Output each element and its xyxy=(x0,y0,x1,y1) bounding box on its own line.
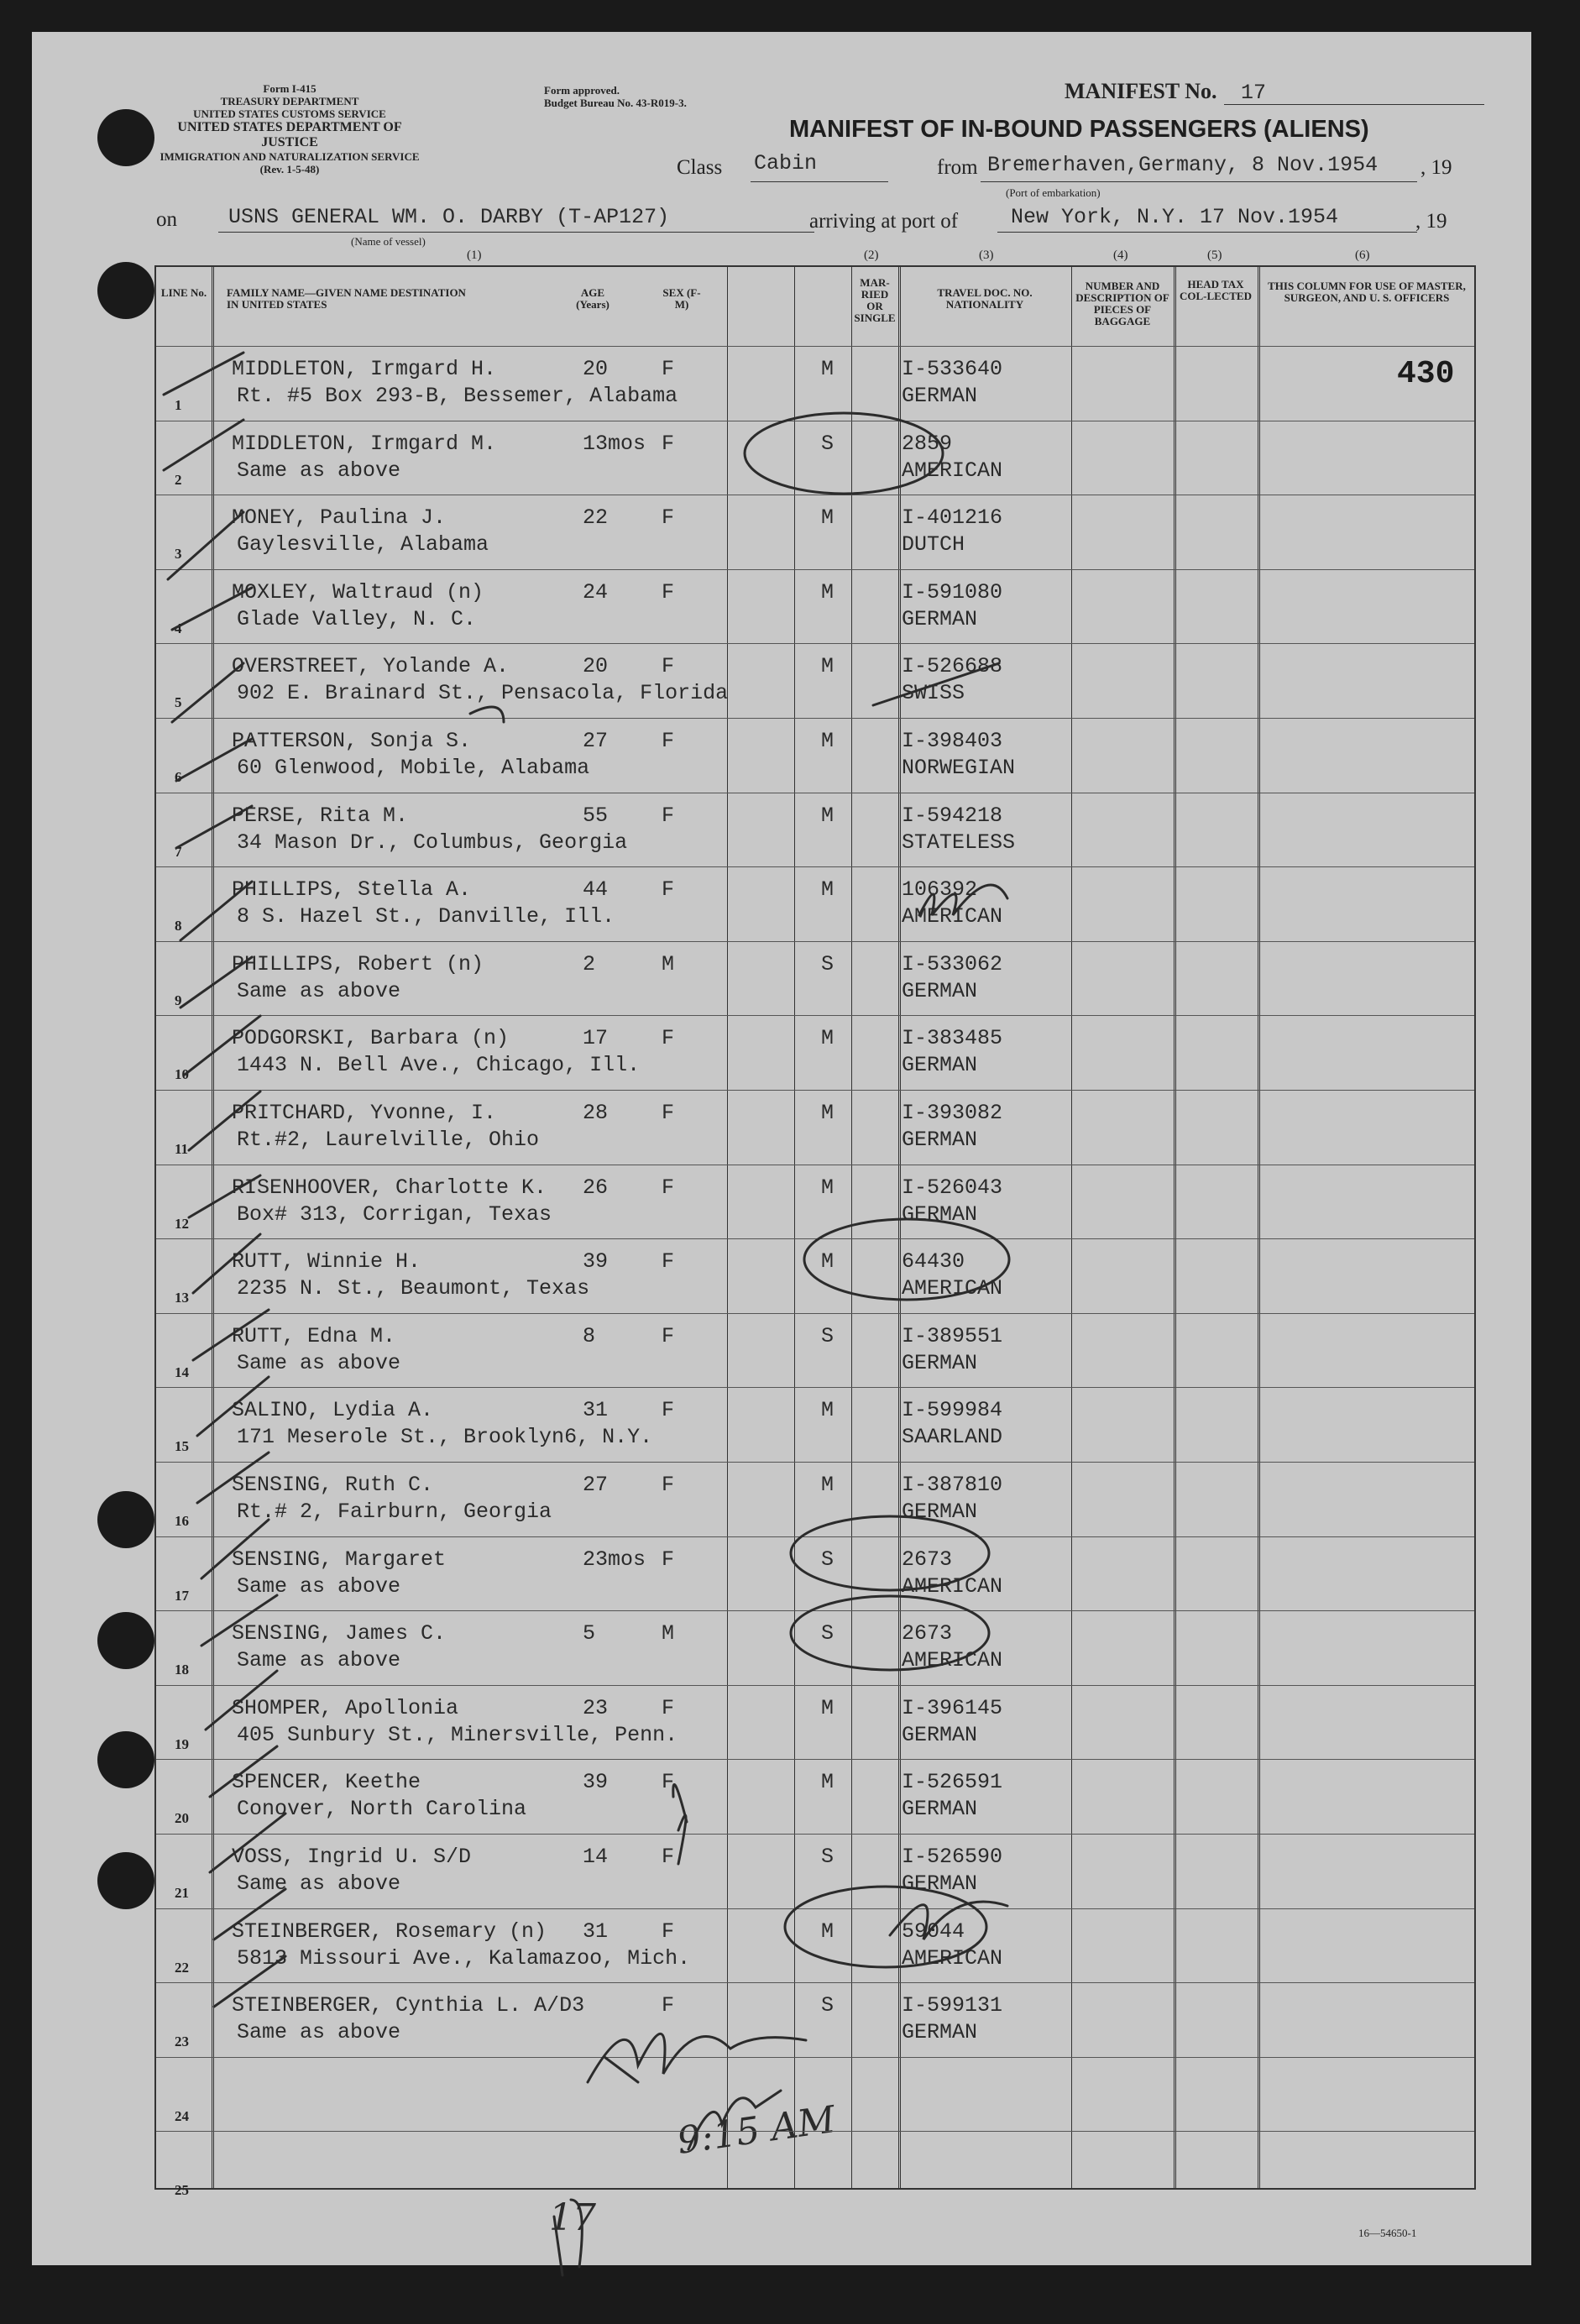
nationality: GERMAN xyxy=(902,1871,978,1896)
marital-status: S xyxy=(821,1621,834,1646)
class-line xyxy=(677,151,1516,180)
table-row xyxy=(156,1165,1474,1240)
sex: F xyxy=(662,1473,675,1497)
line-number: 19 xyxy=(175,1735,189,1752)
travel-doc-no: I-533062 xyxy=(902,951,1003,976)
from-value: Bremerhaven,Germany, 8 Nov.1954 xyxy=(987,153,1379,177)
line-number: 23 xyxy=(175,2034,189,2050)
travel-doc-no: 64430 xyxy=(902,1249,965,1275)
header-officers: THIS COLUMN FOR USE OF MASTER, SURGEON, AND U. S. OFFICERS xyxy=(1268,280,1466,304)
destination: 405 Sunbury St., Minersville, Penn. xyxy=(237,1722,678,1747)
sex: F xyxy=(662,1770,675,1795)
destination: Rt.#2, Laurelville, Ohio xyxy=(237,1128,540,1152)
nationality: NORWEGIAN xyxy=(902,756,1016,780)
table-row xyxy=(156,793,1474,868)
marital-status: S xyxy=(821,1323,834,1348)
binder-hole xyxy=(97,1491,154,1548)
form-number: Form I-415 xyxy=(263,82,317,95)
budget-bureau-no: Budget Bureau No. 43-R019-3. xyxy=(544,97,687,109)
header-sex: SEX (F-M) xyxy=(662,286,701,311)
nationality: AMERICAN xyxy=(902,904,1003,929)
nationality: AMERICAN xyxy=(902,1945,1003,1971)
table-row xyxy=(156,495,1474,570)
age: 22 xyxy=(583,505,609,531)
handwritten-margin-note: 17 xyxy=(549,2196,596,2239)
marital-status: M xyxy=(821,1175,834,1200)
age: 17 xyxy=(583,1026,609,1051)
binder-hole xyxy=(97,262,154,319)
line-number: 2 xyxy=(175,471,182,488)
nationality: AMERICAN xyxy=(902,1276,1003,1301)
passenger-name: SENSING, Ruth C. xyxy=(232,1473,434,1497)
sex: F xyxy=(662,1175,675,1200)
sex: F xyxy=(662,357,675,381)
destination: Same as above xyxy=(237,458,401,483)
nationality: AMERICAN xyxy=(902,1648,1003,1673)
from-label: from xyxy=(937,156,978,179)
nationality: GERMAN xyxy=(902,1797,978,1822)
vessel-name: USNS GENERAL WM. O. DARBY (T-AP127) xyxy=(228,205,670,229)
nationality: GERMAN xyxy=(902,1500,978,1524)
passenger-name: STEINBERGER, Rosemary (n) xyxy=(232,1918,547,1944)
destination: Rt. #5 Box 293-B, Bessemer, Alabama xyxy=(237,384,678,408)
marital-status: S xyxy=(821,1993,834,2018)
marital-status: M xyxy=(821,1101,834,1125)
sex: F xyxy=(662,1323,675,1348)
age: 44 xyxy=(583,877,609,903)
nationality: AMERICAN xyxy=(902,458,1003,483)
table-row xyxy=(156,1610,1474,1686)
age: 24 xyxy=(583,579,609,605)
passenger-name: MIDDLETON, Irmgard H. xyxy=(232,357,497,381)
line-number: 5 xyxy=(175,694,182,711)
col-number-4: (4) xyxy=(1113,249,1128,262)
marital-status: M xyxy=(821,505,834,531)
passenger-name: PRITCHARD, Yvonne, I. xyxy=(232,1101,497,1125)
sex: F xyxy=(662,1101,675,1125)
class-label: Class xyxy=(677,156,723,179)
age: 39 xyxy=(583,1249,609,1275)
header-line-no: LINE No. xyxy=(160,286,207,299)
handwritten-time-note: 9:15 AM xyxy=(674,2098,839,2163)
marital-status: M xyxy=(821,1695,834,1720)
line-number: 1 xyxy=(175,397,182,413)
travel-doc-no: I-526688 xyxy=(902,654,1003,679)
travel-doc-no: I-387810 xyxy=(902,1473,1003,1497)
passenger-name: RISENHOOVER, Charlotte K. xyxy=(232,1175,547,1200)
sex: F xyxy=(662,803,675,828)
form-approved: Form approved. xyxy=(544,84,620,97)
destination: Same as above xyxy=(237,1350,401,1375)
sex: F xyxy=(662,1993,675,2018)
line-number: 4 xyxy=(175,620,182,636)
passenger-name: MIDDLETON, Irmgard M. xyxy=(232,431,497,456)
age: 27 xyxy=(583,1473,609,1497)
passenger-name: OVERSTREET, Yolande A. xyxy=(232,654,510,679)
passenger-name: PHILLIPS, Robert (n) xyxy=(232,951,484,976)
age: 14 xyxy=(583,1845,609,1869)
age: 31 xyxy=(583,1398,609,1423)
sex: F xyxy=(662,1547,675,1572)
sex: F xyxy=(662,1026,675,1051)
table-row xyxy=(156,1685,1474,1761)
line-number: 9 xyxy=(175,992,182,1008)
nationality: AMERICAN xyxy=(902,1573,1003,1599)
passenger-name: STEINBERGER, Cynthia L. A/D3 xyxy=(232,1993,585,2018)
page-stamp: 430 xyxy=(1397,356,1455,392)
travel-doc-no: 2673 xyxy=(902,1547,953,1572)
line-number: 24 xyxy=(175,2107,189,2124)
table-row xyxy=(156,1536,1474,1612)
travel-doc-no: 2859 xyxy=(902,431,953,456)
marital-status: M xyxy=(821,1249,834,1275)
port-embarkation-caption: (Port of embarkation) xyxy=(1006,186,1101,199)
table-row xyxy=(156,346,1474,421)
sex: F xyxy=(662,729,675,753)
age: 55 xyxy=(583,803,609,828)
destination: Same as above xyxy=(237,1648,401,1673)
header-baggage: NUMBER AND DESCRIPTION OF PIECES OF BAGGAGE xyxy=(1075,280,1169,327)
manifest-number: 17 xyxy=(1241,81,1267,105)
line-number: 21 xyxy=(175,1885,189,1901)
department-of-justice: UNITED STATES DEPARTMENT OF JUSTICE xyxy=(177,120,402,149)
year-suffix: , 19 xyxy=(1420,156,1452,179)
age: 31 xyxy=(583,1918,609,1944)
nationality: GERMAN xyxy=(902,1053,978,1078)
travel-doc-no: I-393082 xyxy=(902,1101,1003,1125)
manifest-number-field xyxy=(1065,79,1266,105)
on-label: on xyxy=(156,208,177,231)
line-number: 3 xyxy=(175,546,182,563)
marital-status: S xyxy=(821,1547,834,1572)
travel-doc-no: I-389551 xyxy=(902,1323,1003,1348)
col-number-5: (5) xyxy=(1207,249,1222,262)
passenger-name: PATTERSON, Sonja S. xyxy=(232,729,472,753)
sex: F xyxy=(662,1398,675,1423)
nationality: GERMAN xyxy=(902,606,978,631)
passenger-name: SALINO, Lydia A. xyxy=(232,1398,434,1423)
binder-hole xyxy=(97,1852,154,1909)
destination: Box# 313, Corrigan, Texas xyxy=(237,1201,552,1227)
passenger-name: SPENCER, Keethe xyxy=(232,1770,421,1795)
destination: Glade Valley, N. C. xyxy=(237,606,477,631)
passenger-name: PERSE, Rita M. xyxy=(232,803,409,828)
travel-doc-no: I-383485 xyxy=(902,1026,1003,1051)
destination: 60 Glenwood, Mobile, Alabama xyxy=(237,756,590,780)
table-row xyxy=(156,1982,1474,2058)
line-number: 13 xyxy=(175,1290,189,1306)
approval-block xyxy=(544,84,687,109)
treasury-department: TREASURY DEPARTMENT xyxy=(220,95,359,107)
nationality: SAARLAND xyxy=(902,1425,1003,1450)
class-value: Cabin xyxy=(754,151,818,175)
travel-doc-no: 2673 xyxy=(902,1621,953,1646)
table-row xyxy=(156,421,1474,496)
col-number-6: (6) xyxy=(1355,249,1370,262)
line-number: 7 xyxy=(175,843,182,860)
department-block xyxy=(151,82,428,175)
passenger-name: SHOMPER, Apollonia xyxy=(232,1695,459,1720)
arriving-value: New York, N.Y. 17 Nov.1954 xyxy=(1011,205,1339,229)
destination: 34 Mason Dr., Columbus, Georgia xyxy=(237,830,628,855)
age: 8 xyxy=(583,1323,596,1348)
nationality: DUTCH xyxy=(902,532,965,557)
nationality: SWISS xyxy=(902,681,965,706)
travel-doc-no: I-594218 xyxy=(902,803,1003,828)
destination: 171 Meserole St., Brooklyn6, N.Y. xyxy=(237,1425,653,1450)
table-row xyxy=(156,1313,1474,1389)
col-number-2: (2) xyxy=(864,249,879,262)
marital-status: M xyxy=(821,1770,834,1795)
footer-code: 16—54650-1 xyxy=(1358,2227,1417,2239)
sex: F xyxy=(662,505,675,531)
table-row xyxy=(156,643,1474,719)
header-travel-doc: TRAVEL DOC. NO. NATIONALITY xyxy=(937,286,1033,311)
destination: Same as above xyxy=(237,978,401,1003)
sex: F xyxy=(662,431,675,456)
age: 20 xyxy=(583,357,609,381)
travel-doc-no: 106392 xyxy=(902,877,978,903)
header-head-tax: HEAD TAX COL-LECTED xyxy=(1180,278,1252,302)
table-row xyxy=(156,1908,1474,1984)
header-married: MAR-RIED OR SINGLE xyxy=(854,276,896,324)
sex: F xyxy=(662,877,675,903)
marital-status: M xyxy=(821,803,834,828)
travel-doc-no: I-526590 xyxy=(902,1845,1003,1869)
table-row xyxy=(156,1834,1474,1909)
line-number: 15 xyxy=(175,1438,189,1455)
vessel-caption: (Name of vessel) xyxy=(351,235,426,248)
marital-status: M xyxy=(821,357,834,381)
header-name: FAMILY NAME—GIVEN NAME DESTINATION IN UNITED STATES xyxy=(227,286,466,311)
line-number: 10 xyxy=(175,1066,189,1083)
destination: 902 E. Brainard St., Pensacola, Florida xyxy=(237,681,729,706)
table-row xyxy=(156,569,1474,645)
destination: Rt.# 2, Fairburn, Georgia xyxy=(237,1500,552,1524)
line-number: 11 xyxy=(175,1141,189,1157)
revision-date: (Rev. 1-5-48) xyxy=(259,163,320,175)
travel-doc-no: I-599131 xyxy=(902,1993,1003,2018)
year-suffix-2: , 19 xyxy=(1415,210,1447,233)
line-number: 6 xyxy=(175,769,182,785)
travel-doc-no: I-398403 xyxy=(902,729,1003,753)
marital-status: S xyxy=(821,431,834,456)
line-number: 25 xyxy=(175,2182,189,2199)
binder-hole xyxy=(97,1612,154,1669)
sex: F xyxy=(662,1918,675,1944)
passenger-name: PHILLIPS, Stella A. xyxy=(232,877,472,903)
table-row xyxy=(156,866,1474,942)
line-number: 17 xyxy=(175,1587,189,1604)
marital-status: S xyxy=(821,1845,834,1869)
age: 26 xyxy=(583,1175,609,1200)
line-number: 18 xyxy=(175,1662,189,1678)
destination: 8 S. Hazel St., Danville, Ill. xyxy=(237,904,615,929)
manifest-label: MANIFEST No. xyxy=(1065,79,1217,103)
marital-status: M xyxy=(821,1398,834,1423)
travel-doc-no: I-396145 xyxy=(902,1695,1003,1720)
nationality: GERMAN xyxy=(902,1201,978,1227)
table-row xyxy=(156,941,1474,1017)
line-number: 8 xyxy=(175,918,182,934)
marital-status: S xyxy=(821,951,834,976)
line-number: 20 xyxy=(175,1810,189,1827)
sex: M xyxy=(662,951,675,976)
sex: F xyxy=(662,1695,675,1720)
travel-doc-no: I-526043 xyxy=(902,1175,1003,1200)
destination: 5813 Missouri Ave., Kalamazoo, Mich. xyxy=(237,1945,691,1971)
destination: Same as above xyxy=(237,2020,401,2045)
nationality: GERMAN xyxy=(902,978,978,1003)
table-row xyxy=(156,1759,1474,1835)
binder-hole xyxy=(97,1731,154,1788)
travel-doc-no: I-599984 xyxy=(902,1398,1003,1423)
line-number: 16 xyxy=(175,1513,189,1529)
page-title: MANIFEST OF IN-BOUND PASSENGERS (ALIENS) xyxy=(789,116,1369,143)
table-row xyxy=(156,1090,1474,1165)
passenger-name: SENSING, James C. xyxy=(232,1621,447,1646)
marital-status: M xyxy=(821,654,834,679)
nationality: GERMAN xyxy=(902,1128,978,1152)
destination: Same as above xyxy=(237,1573,401,1599)
table-row xyxy=(156,1462,1474,1537)
passenger-name: SENSING, Margaret xyxy=(232,1547,447,1572)
nationality: GERMAN xyxy=(902,1350,978,1375)
line-number: 22 xyxy=(175,1959,189,1976)
table-row xyxy=(156,1015,1474,1091)
sex: F xyxy=(662,579,675,605)
arriving-label: arriving at port of xyxy=(809,210,959,233)
binder-hole xyxy=(97,109,154,166)
marital-status: M xyxy=(821,877,834,903)
sex: F xyxy=(662,1249,675,1275)
age: 39 xyxy=(583,1770,609,1795)
passenger-name: PODGORSKI, Barbara (n) xyxy=(232,1026,510,1051)
col-number-1: (1) xyxy=(467,249,482,262)
nationality: GERMAN xyxy=(902,384,978,408)
table-row xyxy=(156,718,1474,793)
age: 20 xyxy=(583,654,609,679)
sex: F xyxy=(662,654,675,679)
passenger-name: MONEY, Paulina J. xyxy=(232,505,447,531)
destination: 1443 N. Bell Ave., Chicago, Ill. xyxy=(237,1053,641,1078)
marital-status: M xyxy=(821,1026,834,1051)
marital-status: M xyxy=(821,1918,834,1944)
marital-status: M xyxy=(821,579,834,605)
destination: Conover, North Carolina xyxy=(237,1797,527,1822)
marital-status: M xyxy=(821,729,834,753)
header-age: AGE (Years) xyxy=(576,286,610,311)
table-row xyxy=(156,2057,1474,2133)
destination: 2235 N. St., Beaumont, Texas xyxy=(237,1276,590,1301)
nationality: STATELESS xyxy=(902,830,1016,855)
passenger-name: RUTT, Edna M. xyxy=(232,1323,396,1348)
customs-service: UNITED STATES CUSTOMS SERVICE xyxy=(193,107,386,120)
table-row xyxy=(156,1387,1474,1463)
travel-doc-no: I-401216 xyxy=(902,505,1003,531)
age: 23mos xyxy=(583,1547,646,1572)
age: 27 xyxy=(583,729,609,753)
age: 13mos xyxy=(583,431,646,456)
marital-status: M xyxy=(821,1473,834,1497)
immigration-service: IMMIGRATION AND NATURALIZATION SERVICE xyxy=(160,150,420,163)
line-number: 14 xyxy=(175,1364,189,1380)
destination: Same as above xyxy=(237,1871,401,1896)
travel-doc-no: I-526591 xyxy=(902,1770,1003,1795)
passenger-name: RUTT, Winnie H. xyxy=(232,1249,421,1275)
table-row xyxy=(156,2131,1474,2206)
passenger-name: MOXLEY, Waltraud (n) xyxy=(232,579,484,605)
sex: M xyxy=(662,1621,675,1646)
age: 28 xyxy=(583,1101,609,1125)
travel-doc-no: I-591080 xyxy=(902,579,1003,605)
sex: F xyxy=(662,1845,675,1869)
nationality: GERMAN xyxy=(902,1722,978,1747)
travel-doc-no: 59044 xyxy=(902,1918,965,1944)
line-number: 12 xyxy=(175,1215,189,1232)
age: 2 xyxy=(583,951,596,976)
age: 5 xyxy=(583,1621,596,1646)
destination: Gaylesville, Alabama xyxy=(237,532,489,557)
col-number-3: (3) xyxy=(979,249,994,262)
nationality: GERMAN xyxy=(902,2020,978,2045)
passenger-name: VOSS, Ingrid U. S/D xyxy=(232,1845,472,1869)
age: 23 xyxy=(583,1695,609,1720)
table-row xyxy=(156,1238,1474,1314)
travel-doc-no: I-533640 xyxy=(902,357,1003,381)
passenger-table xyxy=(154,249,1476,2199)
